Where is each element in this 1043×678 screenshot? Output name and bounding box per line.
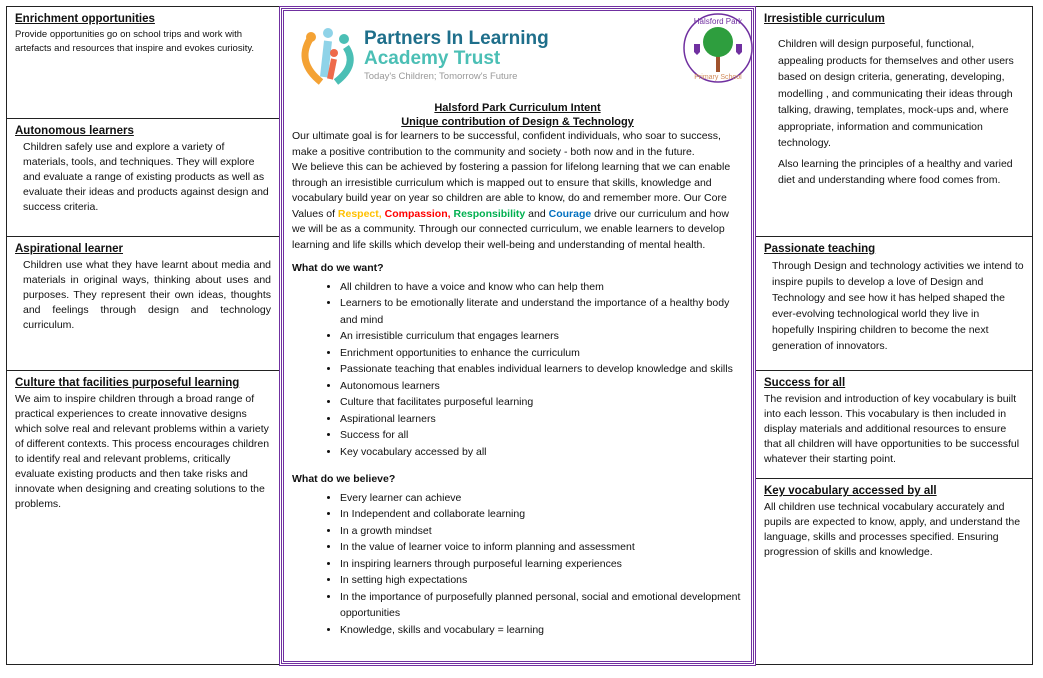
page-subtitle: Unique contribution of Design & Technology: [401, 116, 634, 128]
list-item: • In inspiring learners through purposeful learning experiences: [340, 556, 743, 573]
school-logo-bottom: Primary School: [694, 74, 742, 81]
box-text: The revision and introduction of key vocabulary is built into each lesson. This vocabulary is then included in display materials and additional resources to ensure that all children will have opportunities to be successful whatever their starting point.: [764, 393, 1020, 465]
box-title: Passionate teaching: [764, 243, 876, 255]
list-item: • Autonomous learners: [340, 378, 743, 395]
list-item: • Every learner can achieve: [340, 490, 743, 507]
box-title: Autonomous learners: [15, 125, 134, 137]
passionate-box: [755, 236, 1033, 371]
header-logos: [292, 9, 743, 101]
intro-text: We believe this can be achieved by fostering a passion for lifelong learning that we can enable through an irresistible curriculum which is mapped out to ensure that skills, knowledge and vocabulary build year on year so children are able to know, do and remember more. Our Core Values of: [292, 161, 731, 220]
value-responsibility: Responsibility: [453, 207, 526, 220]
list-item: • Learners to be emotionally literate and understand the importance of a healthy body and mind: [340, 295, 743, 328]
irresistible-box: [755, 6, 1033, 237]
list-item: • Key vocabulary accessed by all: [340, 444, 743, 461]
vocabulary-box: [755, 478, 1033, 665]
trust-tagline: Today's Children; Tomorrow's Future: [364, 71, 518, 82]
box-title: Irresistible curriculum: [764, 13, 885, 25]
list-item: • Culture that facilitates purposeful learning: [340, 394, 743, 411]
believe-list: [292, 490, 743, 639]
box-text: Children safely use and explore a variety of materials, tools, and techniques. They will explore and evaluate a range of existing products as well as evaluate their ideas and products against design and success criteria.: [23, 141, 269, 213]
school-logo-icon: [682, 12, 754, 84]
and-text: and: [528, 207, 546, 220]
box-text: Through Design and technology activities we intend to inspire pupils to develop a love of Design and Technology and see how it has helped shaped the ever-evolving technological world they live in hopefully Inspiring children to become the next generation of innovators.: [772, 260, 1024, 352]
enrichment-box: [6, 6, 280, 119]
school-logo-top: Halsford Park: [693, 17, 743, 26]
trust-logo-text: [364, 29, 549, 85]
box-text: We aim to inspire children through a broad range of practical experiences to create innovative designs which solve real and relevant problems within a variety of different contexts. This process encourages children to identify real and relevant problems, critically evaluate existing products and then take risks and innovate when designing and creating solutions to the problems.: [15, 393, 270, 510]
list-item: • In a growth mindset: [340, 523, 743, 540]
list-item: • In the value of learner voice to inform planning and assessment: [340, 539, 743, 556]
list-item: • In Independent and collaborate learning: [340, 506, 743, 523]
box-text: Provide opportunities go on school trips and work with artefacts and resources that inspire and evokes curiosity.: [15, 29, 255, 54]
intro-text-2: drive our curriculum and how we will be as a community. Through our connected curriculum, we enable learners to develop learning and life skills which develop their well-being and understanding of mental health.: [292, 207, 729, 251]
page-title: Halsford Park Curriculum Intent: [434, 102, 601, 114]
list-item: • Success for all: [340, 427, 743, 444]
box-title: Enrichment opportunities: [15, 13, 155, 25]
list-item: • Passionate teaching that enables individual learners to develop knowledge and skills: [340, 361, 743, 378]
list-item: • Aspirational learners: [340, 411, 743, 428]
box-title: Success for all: [764, 377, 846, 389]
box-title: Key vocabulary accessed by all: [764, 485, 937, 497]
success-box: [755, 370, 1033, 479]
list-item: • An irresistible curriculum that engages learners: [340, 328, 743, 345]
box-text: Children will design purposeful, functional, appealing products for themselves and other users based on design criteria, generating, developing, modelling , and communicating their ideas through talking, drawing, templates, mock-ups and, where appropriate, information and communication technology.: [778, 38, 1014, 149]
box-text: Children use what they have learnt about media and materials in original ways, thinking about uses and purposes. They represent their own ideas, thoughts and feelings through design and technology curriculum.: [23, 259, 271, 331]
value-courage: Courage: [548, 207, 592, 220]
trust-name: Partners In Learning: [364, 28, 549, 49]
list-item: • In setting high expectations: [340, 572, 743, 589]
list-item: • Knowledge, skills and vocabulary = learning: [340, 622, 743, 639]
list-item: • All children to have a voice and know who can help them: [340, 279, 743, 296]
autonomous-box: [6, 118, 280, 237]
box-title: Culture that facilities purposeful learning: [15, 377, 240, 389]
want-heading: What do we want?: [292, 262, 384, 274]
box-title: Aspirational learner: [15, 243, 124, 255]
curriculum-intent-panel: [279, 6, 756, 666]
trust-logo-icon: [296, 27, 358, 87]
intro-paragraph-1: Our ultimate goal is for learners to be successful, confident individuals, who soar to success, make a positive contribution to the community and society - both now and in the future.: [292, 130, 721, 158]
list-item: • Enrichment opportunities to enhance the curriculum: [340, 345, 743, 362]
culture-box: [6, 370, 280, 665]
list-item: • In the importance of purposefully planned personal, social and emotional development opportunities: [340, 589, 743, 622]
value-respect: Respect,: [337, 207, 382, 220]
want-list: [292, 279, 743, 461]
value-compassion: Compassion,: [384, 207, 451, 220]
box-text-2: Also learning the principles of a healthy and varied diet and understanding where food comes from.: [778, 157, 1013, 186]
aspirational-box: [6, 236, 280, 371]
box-text: All children use technical vocabulary accurately and pupils are expected to know, apply, and understand the language, skills and processes specified. Ensuring progression of skills and knowledge.: [764, 501, 1021, 558]
trust-name-2: Academy Trust: [364, 48, 501, 69]
believe-heading: What do we believe?: [292, 473, 396, 485]
